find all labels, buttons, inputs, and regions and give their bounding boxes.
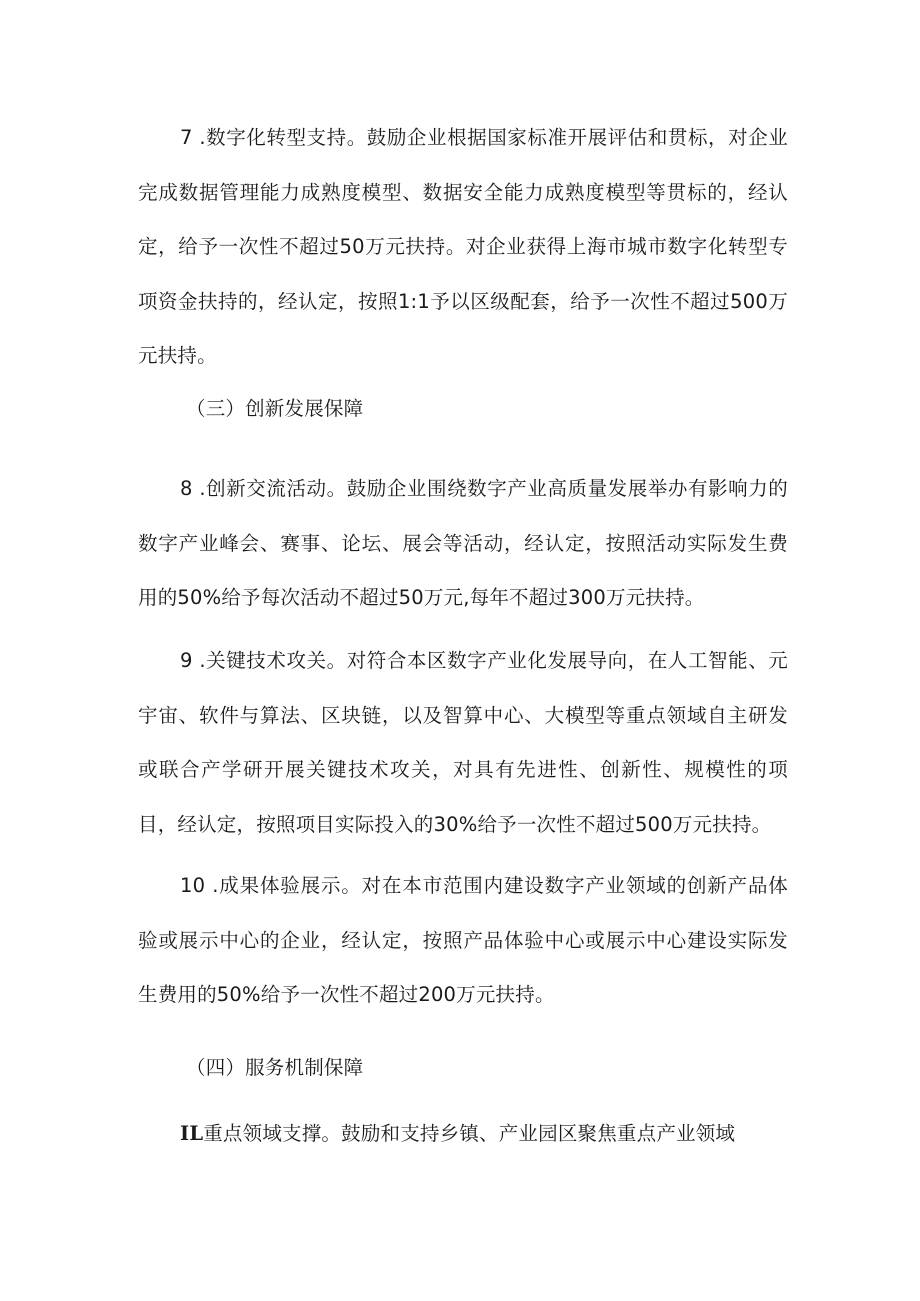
paragraph-7 <box>138 111 788 384</box>
paragraph-text: .创新交流活动。鼓励企业围绕数字产业高质量发展举办有影响力的数字产业峰会、赛事、论坛、展会等活动，经认定，按照活动实际发生费用的50%给予每次活动不超过50万元,每年不超过300万元扶持。 <box>138 477 788 609</box>
paragraph-number: 9 <box>180 649 193 672</box>
paragraph-8 <box>138 462 788 626</box>
paragraph-11 <box>138 1107 788 1162</box>
paragraph-9 <box>138 634 788 852</box>
section-heading-4: （四）服务机制保障 <box>186 1056 364 1079</box>
paragraph-text: .数字化转型支持。鼓励企业根据国家标准开展评估和贯标，对企业完成数据管理能力成熟度模型、数据安全能力成熟度模型等贯标的，经认定，给予一次性不超过50万元扶持。对企业获得上海市城市数字化转型专项资金扶持的，经认定，按照1:1予以区级配套，给予一次性不超过500万元扶持。 <box>138 126 788 367</box>
paragraph-number: 8 <box>180 477 193 500</box>
paragraph-text: .成果体验展示。对在本市范围内建设数字产业领域的创新产品体验或展示中心的企业，经认定，按照产品体验中心或展示中心建设实际发生费用的50%给予一次性不超过200万元扶持。 <box>138 874 788 1006</box>
section-heading-3: （三）创新发展保障 <box>186 397 364 420</box>
paragraph-number: 7 <box>180 126 193 149</box>
paragraph-number: 10 <box>180 874 206 897</box>
paragraph-text: .关键技术攻关。对符合本区数字产业化发展导向，在人工智能、元宇宙、软件与算法、区块链，以及智算中心、大模型等重点领域自主研发或联合产学研开展关键技术攻关，对具有先进性、创新性、规模性的项目，经认定，按照项目实际投入的30%给予一次性不超过500万元扶持。 <box>138 649 788 836</box>
paragraph-number: IL <box>180 1122 204 1145</box>
paragraph-text: 重点领域支撑。鼓励和支持乡镇、产业园区聚焦重点产业领域 <box>203 1122 736 1145</box>
paragraph-10 <box>138 859 788 1023</box>
